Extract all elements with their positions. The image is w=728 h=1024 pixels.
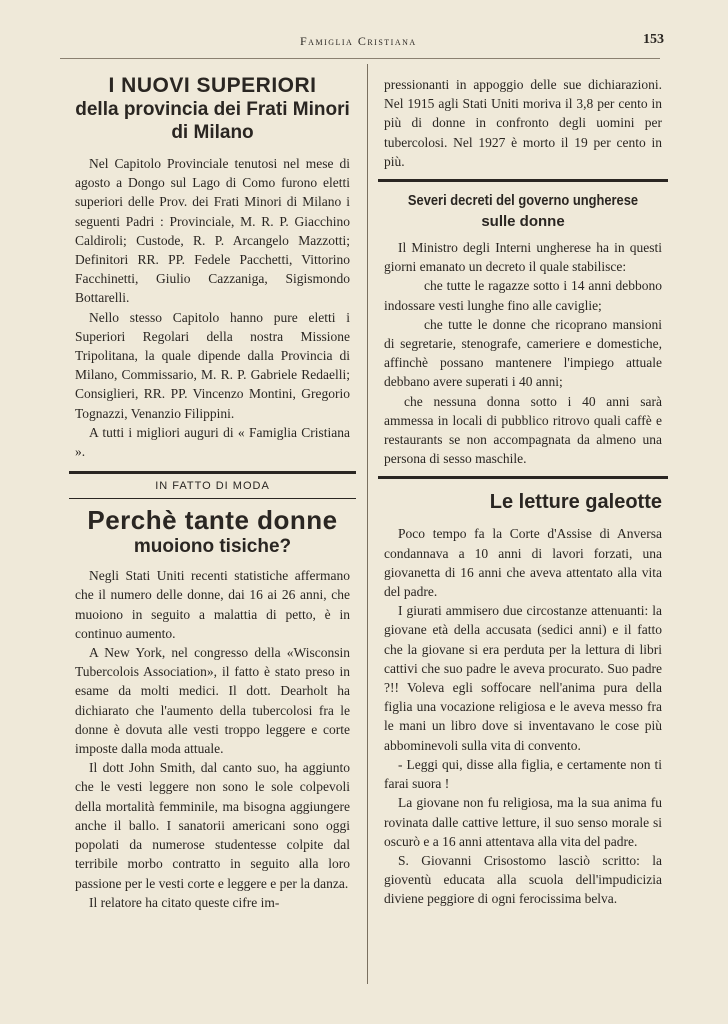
magazine-title: Famiglia Cristiana [300, 34, 417, 48]
column-divider [367, 64, 368, 984]
article2-paragraph-start: Il relatore ha citato queste cifre im- [89, 894, 280, 910]
article2-kicker: IN FATTO DI MODA [155, 480, 270, 493]
article3-subtitle: sulle donne [481, 213, 565, 231]
article4-paragraph: S. Giovanni Crisostomo lasciò scritto: la gioventù educata alla scuola dell'impudicizia diviene peggiore di ogni ferocissima belva. [384, 852, 662, 907]
article1-paragraph: Nel Capitolo Provinciale tenutosi nel mese di agosto a Dongo sul Lago di Como furono eletti superiori delle Prov. dei Frati Minori di Milano i seguenti Padri : Provinciale, M. R. P. Giacchino Caldiroli; Custode, R. P. Arcangelo Mazzotti; Definitori RR. PP. Fedele Pacchetti, Vittorino Facchinetti, Giulio Cazzaniga, Sigismondo Bottarelli. [75, 156, 350, 306]
article3-paragraph: che nessuna donna sotto i 40 anni sarà ammessa in locali di pubblico ritrovo quali caffè e restaurants se non accompagnata da almeno una persona di sesso maschile. [384, 393, 662, 467]
page-number: 153 [643, 32, 664, 47]
right-column [384, 60, 662, 909]
article2-paragraph: Il dott John Smith, dal canto suo, ha aggiunto che le vesti leggere non sono le sole colpevoli della mortalità femminile, ma bisogna aggiungere anche il ballo. I sanatorii americani sono oggi popolati da numerose studentesse colpite dal terribile morbo contratto in seguito alla loro passione per le vesti corte e leggere e per la danza. [75, 760, 350, 891]
article3-paragraph: Il Ministro degli Interni ungherese ha in questi giorni emanato un decreto il quale stabilisce: [384, 240, 662, 275]
article1-paragraph: A tutti i migliori auguri di « Famiglia Cristiana ». [75, 424, 350, 460]
article3-title: Severi decreti del governo ungherese [407, 192, 639, 210]
article4-paragraph: - Leggi qui, disse alla figlia, e certamente non ti farai suora ! [384, 756, 662, 792]
section-rule [69, 498, 356, 499]
article1-paragraph: Nello stesso Capitolo hanno pure eletti i Superiori Regolari della nostra Missione Tripolitana, la quale dipende dalla Provincia di Milano, Commissario, M. R. P. Gabriele Redaelli; Consiglieri, RR. PP. Vincenzo Montini, Gregorio Tognazzi, Venanzio Filippini. [75, 309, 350, 421]
article4-paragraph: I giurati ammisero due circostanze attenuanti: la giovane età della accusata (sedici anni) e il fatto che la giovane si era perduta per la lettura di libri cattivi che suo padre le aveva procurato. Suo padre ?!! Voleva egli soffocare nell'anima pura della figlia una vocazione religiosa e le aveva messo fra le mani un libro dove si inventavano le cose più abbominevoli sulla vita di convento. [384, 603, 662, 753]
article4-paragraph: La giovane non fu religiosa, ma la sua anima fu rovinata dalle cattive letture, il suo senso morale si oscurò e a 16 anni attentava alla vita del padre. [384, 795, 662, 849]
article3-paragraph: che tutte le donne che ricoprano mansioni di segretarie, stenografe, cameriere e domestiche, affinchè possano mantenere l'impiego attuale debbano avere superati i 40 anni; [384, 316, 662, 390]
section-rule [378, 476, 668, 479]
article2-subtitle: muoiono tisiche? [133, 536, 292, 558]
section-rule [378, 179, 668, 182]
article4-paragraph: Poco tempo fa la Corte d'Assise di Anversa condannava a 10 anni di lavori forzati, una giovanetta di 16 anni che aveva attentato alla vita del padre. [384, 526, 662, 600]
article3-paragraph: che tutte le ragazze sotto i 14 anni debbono indossare vesti lunghe fino alle caviglie; [384, 278, 662, 313]
left-column [75, 60, 350, 912]
page-header [0, 34, 728, 58]
article4-title: Le letture galeotte [489, 491, 662, 514]
article1-title: I NUOVI SUPERIORI [108, 74, 317, 97]
header-rule [60, 58, 660, 59]
article2-title: Perchè tante donne [87, 505, 338, 536]
article1-subtitle-2: di Milano [171, 122, 254, 143]
article2-paragraph: A New York, nel congresso della «Wisconsin Tubercolois Association», il fatto è stato preso in esame da molti medici. Il dott. Dearholt ha dichiarato che l'aumento della tubercolosi fra le donne è dovuta alle vesti troppo leggere e corte imposte dalla moda attuale. [75, 645, 350, 757]
article1-subtitle: della provincia dei Frati Minori [75, 99, 350, 120]
section-rule [69, 471, 356, 474]
article2-paragraph: Negli Stati Uniti recenti statistiche affermano che il numero delle donne, dai 16 ai 26 anni, che muoiono in seguito a malattia di petto, è in continuo aumento. [75, 568, 350, 641]
article2-paragraph-continued: pressionanti in appoggio delle sue dichiarazioni. Nel 1915 agli Stati Uniti moriva il 3,8 per cento in più di donne in confronto degli uomini per tubercolosi. Nel 1927 è morto il 19 per cento in più. [384, 77, 662, 169]
